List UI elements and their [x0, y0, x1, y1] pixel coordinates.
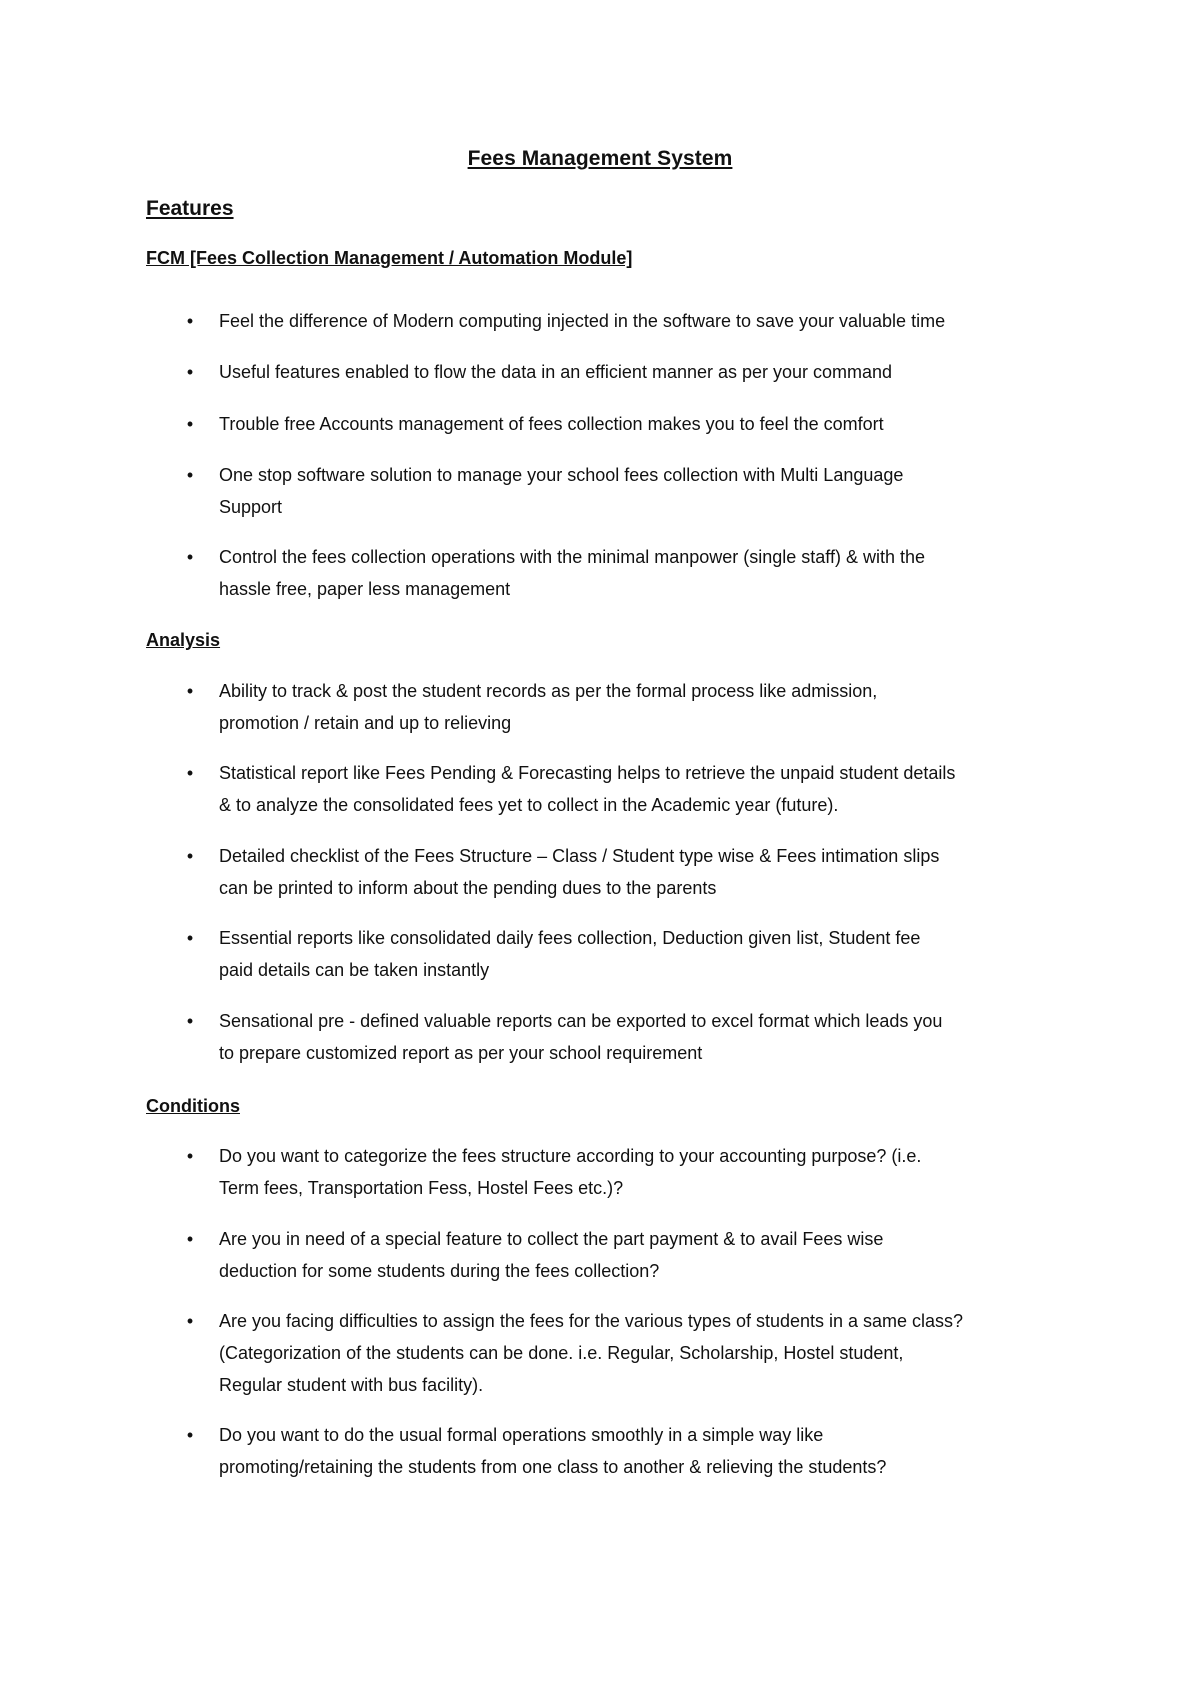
analysis-item-text: Statistical report like Fees Pending & Forecasting helps to retrieve the unpaid student details [219, 763, 956, 783]
bullet-point-icon: • [186, 928, 194, 948]
bullet-point-icon: • [186, 465, 194, 485]
conditions-item-text: Do you want to do the usual formal operations smoothly in a simple way like [219, 1425, 824, 1445]
bullet-point-icon: • [186, 1146, 194, 1166]
analysis-item-text: Ability to track & post the student records as per the formal process like admission, [219, 681, 878, 701]
fcm-item-text: Control the fees collection operations with the minimal manpower (single staff) & with the [219, 547, 926, 567]
bullet-point-icon: • [186, 1011, 194, 1031]
conditions-heading: Conditions [146, 1096, 240, 1116]
fcm-heading: FCM [Fees Collection Management / Automation Module] [146, 248, 633, 268]
features-heading: Features [146, 197, 234, 220]
conditions-item-text: Do you want to categorize the fees structure according to your accounting purpose? (i.e. [219, 1146, 922, 1166]
conditions-item-text: Regular student with bus facility). [219, 1375, 484, 1395]
conditions-item-text: Are you facing difficulties to assign the fees for the various types of students in a same class? [219, 1311, 964, 1331]
analysis-heading: Analysis [146, 630, 221, 650]
conditions-item-text: Are you in need of a special feature to collect the part payment & to avail Fees wise [219, 1229, 884, 1249]
fcm-item-text: hassle free, paper less management [219, 579, 511, 599]
bullet-point-icon: • [186, 414, 194, 434]
bullet-point-icon: • [186, 1425, 194, 1445]
bullet-point-icon: • [186, 362, 194, 382]
analysis-item-text: Sensational pre - defined valuable reports can be exported to excel format which leads you [219, 1011, 943, 1031]
analysis-item-text: can be printed to inform about the pending dues to the parents [219, 878, 717, 898]
fcm-item-text: One stop software solution to manage your school fees collection with Multi Language [219, 465, 904, 485]
analysis-item-text: to prepare customized report as per your school requirement [219, 1043, 703, 1063]
analysis-item-text: & to analyze the consolidated fees yet to collect in the Academic year (future). [219, 795, 839, 815]
bullet-point-icon: • [186, 763, 194, 783]
conditions-item-text: Term fees, Transportation Fess, Hostel Fees etc.)? [219, 1178, 624, 1198]
analysis-item-text: paid details can be taken instantly [219, 960, 490, 980]
fcm-item-text: Feel the difference of Modern computing injected in the software to save your valuable time [219, 311, 946, 331]
fcm-item-text: Useful features enabled to flow the data in an efficient manner as per your command [219, 362, 893, 382]
bullet-point-icon: • [186, 1311, 194, 1331]
bullet-point-icon: • [186, 1229, 194, 1249]
fcm-item-text: Trouble free Accounts management of fees collection makes you to feel the comfort [219, 414, 884, 434]
analysis-item-text: promotion / retain and up to relieving [219, 713, 512, 733]
analysis-item-text: Essential reports like consolidated daily fees collection, Deduction given list, Student fee [219, 928, 921, 948]
analysis-item-text: Detailed checklist of the Fees Structure – Class / Student type wise & Fees intimation slips [219, 846, 940, 866]
bullet-point-icon: • [186, 681, 194, 701]
conditions-item-text: promoting/retaining the students from one class to another & relieving the students? [219, 1457, 887, 1477]
bullet-point-icon: • [186, 846, 194, 866]
bullet-point-icon: • [186, 547, 194, 567]
document-title: Fees Management System [467, 147, 733, 170]
bullet-point-icon: • [186, 311, 194, 331]
conditions-item-text: deduction for some students during the fees collection? [219, 1261, 660, 1281]
fcm-item-text: Support [219, 497, 283, 517]
conditions-item-text: (Categorization of the students can be done. i.e. Regular, Scholarship, Hostel student, [219, 1343, 904, 1363]
